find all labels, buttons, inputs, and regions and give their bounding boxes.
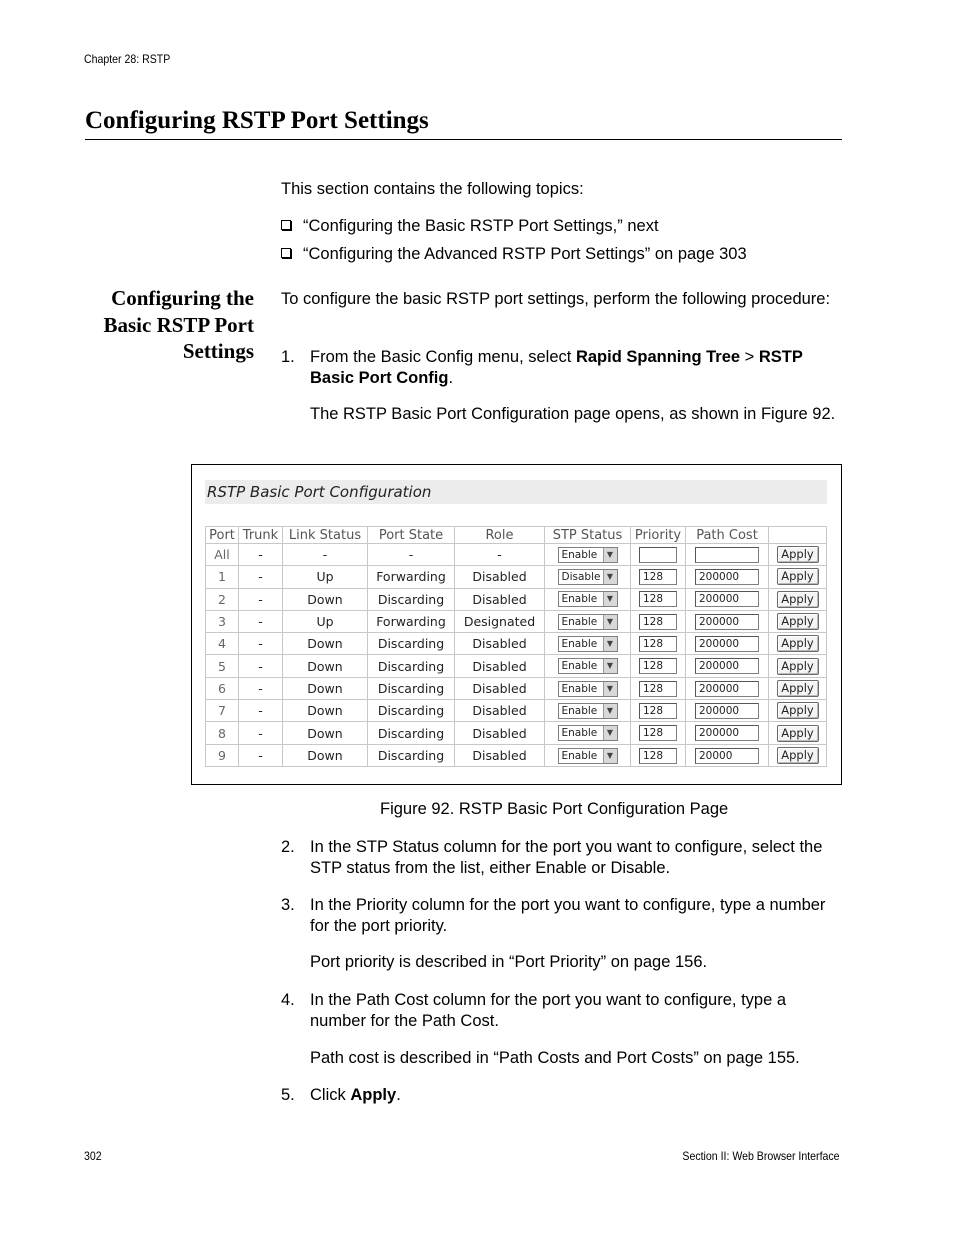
table-row [206, 655, 827, 677]
priority-input[interactable]: 128 [639, 636, 677, 652]
step-number: 3. [281, 896, 295, 914]
role-cell: Disabled [455, 677, 545, 699]
priority-cell [631, 633, 686, 655]
apply-button[interactable]: Apply [777, 613, 819, 630]
link-status-cell: Down [283, 655, 368, 677]
port-state-cell: - [368, 544, 455, 566]
apply-cell [769, 744, 827, 766]
table-row [206, 544, 827, 566]
link-status-cell: Down [283, 588, 368, 610]
role-cell: - [455, 544, 545, 566]
priority-input[interactable]: 128 [639, 658, 677, 674]
checkbox-bullet-icon [281, 248, 291, 258]
priority-input[interactable]: 128 [639, 569, 677, 585]
link-status-cell: Up [283, 566, 368, 588]
port-state-cell: Forwarding [368, 566, 455, 588]
stp-status-value: Enable [561, 749, 598, 762]
path-cost-cell [686, 566, 769, 588]
column-header: Role [455, 527, 545, 544]
rstp-port-table [205, 526, 827, 767]
step-3 [281, 895, 841, 936]
apply-button[interactable]: Apply [777, 591, 819, 608]
apply-button[interactable]: Apply [777, 702, 819, 719]
stp-status-value: Enable [561, 593, 598, 606]
priority-cell [631, 588, 686, 610]
step-4 [281, 990, 841, 1031]
priority-cell [631, 566, 686, 588]
chevron-down-icon[interactable]: ▼ [603, 592, 617, 606]
path-cost-cell [686, 633, 769, 655]
section-heading [60, 285, 254, 365]
path-cost-input[interactable]: 200000 [695, 591, 759, 607]
step-text: In the Priority column for the port you want to configure, type a number for the port priority. [310, 896, 826, 935]
trunk-cell: - [239, 633, 283, 655]
stp-status-cell [545, 633, 631, 655]
priority-cell [631, 610, 686, 632]
apply-button[interactable]: Apply [777, 546, 819, 563]
topic-link[interactable]: “Configuring the Advanced RSTP Port Settings” on page 303 [303, 245, 747, 263]
apply-cell [769, 700, 827, 722]
priority-input[interactable]: 128 [639, 591, 677, 607]
port-cell: 7 [206, 700, 239, 722]
port-cell: 6 [206, 677, 239, 699]
stp-status-cell [545, 588, 631, 610]
apply-cell [769, 544, 827, 566]
figure-heading-bar [205, 480, 827, 504]
menu-path-bold: Rapid Spanning Tree [575, 348, 741, 366]
topic-item [281, 216, 659, 237]
apply-button[interactable]: Apply [777, 635, 819, 652]
trunk-cell: - [239, 588, 283, 610]
port-state-cell: Discarding [368, 722, 455, 744]
table-row [206, 588, 827, 610]
column-header: Path Cost [686, 527, 769, 544]
path-cost-cell [686, 544, 769, 566]
path-cost-cell [686, 655, 769, 677]
stp-status-cell [545, 722, 631, 744]
topic-item [281, 244, 747, 265]
trunk-cell: - [239, 610, 283, 632]
stp-status-select[interactable] [558, 681, 618, 697]
stp-status-value: Enable [561, 660, 598, 673]
priority-input[interactable]: 128 [639, 681, 677, 697]
port-cell: 5 [206, 655, 239, 677]
trunk-cell: - [239, 700, 283, 722]
link-status-cell: Down [283, 744, 368, 766]
port-cell: 1 [206, 566, 239, 588]
step-number: 4. [281, 991, 295, 1009]
step-text: In the STP Status column for the port you want to configure, select the STP status from the list, either Enable or Disable. [310, 838, 823, 877]
priority-cell [631, 655, 686, 677]
port-state-cell: Discarding [368, 700, 455, 722]
column-header: Priority [631, 527, 686, 544]
stp-status-value: Disable [561, 571, 601, 584]
column-header: Port State [368, 527, 455, 544]
title-rule [85, 139, 842, 140]
table-row [206, 700, 827, 722]
apply-button[interactable]: Apply [777, 568, 819, 585]
column-header: Trunk [239, 527, 283, 544]
port-cell: 8 [206, 722, 239, 744]
stp-status-cell [545, 610, 631, 632]
apply-cell [769, 588, 827, 610]
port-state-cell: Forwarding [368, 610, 455, 632]
role-cell: Designated [455, 610, 545, 632]
priority-input[interactable] [639, 547, 677, 563]
stp-status-cell [545, 544, 631, 566]
priority-cell [631, 744, 686, 766]
column-header: Port [206, 527, 239, 544]
priority-input[interactable]: 128 [639, 725, 677, 741]
chevron-down-icon[interactable]: ▼ [603, 637, 617, 651]
link-status-cell: Down [283, 633, 368, 655]
step-number: 1. [281, 348, 295, 366]
link-status-cell: Down [283, 700, 368, 722]
path-cost-cell [686, 610, 769, 632]
stp-status-cell [545, 566, 631, 588]
port-state-cell: Discarding [368, 655, 455, 677]
figure-heading: RSTP Basic Port Configuration [207, 483, 432, 501]
port-state-cell: Discarding [368, 633, 455, 655]
apply-button[interactable]: Apply [777, 747, 819, 764]
step-text: From the Basic Config menu, select Rapid Spanning Tree > RSTP Basic Port Config. [310, 348, 803, 387]
role-cell: Disabled [455, 722, 545, 744]
priority-cell [631, 722, 686, 744]
table-row [206, 566, 827, 588]
chevron-down-icon[interactable]: ▼ [603, 548, 617, 562]
step-5 [281, 1085, 841, 1106]
trunk-cell: - [239, 566, 283, 588]
chevron-down-icon[interactable]: ▼ [603, 659, 617, 673]
step-number: 5. [281, 1086, 295, 1104]
priority-input[interactable]: 128 [639, 614, 677, 630]
path-cost-cell [686, 588, 769, 610]
table-row [206, 722, 827, 744]
trunk-cell: - [239, 722, 283, 744]
path-cost-input[interactable]: 200000 [695, 614, 759, 630]
trunk-cell: - [239, 655, 283, 677]
table-header-row [206, 527, 827, 544]
intro-text: This section contains the following topics: [281, 180, 584, 198]
stp-status-cell [545, 655, 631, 677]
link-status-cell: - [283, 544, 368, 566]
chevron-down-icon[interactable]: ▼ [603, 570, 617, 584]
stp-status-select[interactable] [558, 614, 618, 630]
priority-input[interactable]: 128 [639, 703, 677, 719]
step-text: In the Path Cost column for the port you want to configure, type a number for the Path Cost. [310, 991, 787, 1030]
page-title: Configuring RSTP Port Settings [85, 107, 429, 134]
port-cell: 2 [206, 588, 239, 610]
path-cost-input[interactable] [695, 547, 759, 563]
priority-cell [631, 677, 686, 699]
chevron-down-icon[interactable]: ▼ [603, 682, 617, 696]
path-cost-input[interactable]: 200000 [695, 681, 759, 697]
port-state-cell: Discarding [368, 588, 455, 610]
chevron-down-icon[interactable]: ▼ [603, 726, 617, 740]
port-cell: 9 [206, 744, 239, 766]
step-2 [281, 837, 841, 878]
path-cost-input[interactable]: 20000 [695, 748, 759, 764]
footer-section: Section II: Web Browser Interface [682, 1149, 840, 1163]
table-row [206, 677, 827, 699]
step-number: 2. [281, 838, 295, 856]
path-cost-cell [686, 744, 769, 766]
link-status-cell: Down [283, 722, 368, 744]
path-cost-cell [686, 722, 769, 744]
apply-cell [769, 633, 827, 655]
step-text: Click Apply. [310, 1086, 401, 1104]
link-status-cell: Down [283, 677, 368, 699]
figure-screenshot [191, 464, 842, 785]
stp-status-select[interactable] [558, 703, 618, 719]
role-cell: Disabled [455, 744, 545, 766]
stp-status-value: Enable [561, 548, 598, 561]
section-heading-line: Basic RSTP Port [103, 312, 254, 337]
figure-caption: Figure 92. RSTP Basic Port Configuration Page [380, 800, 729, 818]
role-cell: Disabled [455, 655, 545, 677]
role-cell: Disabled [455, 588, 545, 610]
trunk-cell: - [239, 677, 283, 699]
port-cell: All [206, 544, 239, 566]
chevron-down-icon[interactable]: ▼ [603, 749, 617, 763]
stp-status-value: Enable [561, 727, 598, 740]
priority-cell [631, 700, 686, 722]
apply-cell [769, 566, 827, 588]
apply-cell [769, 655, 827, 677]
stp-status-cell [545, 700, 631, 722]
port-cell: 3 [206, 610, 239, 632]
path-cost-cell [686, 700, 769, 722]
apply-cell [769, 677, 827, 699]
port-state-cell: Discarding [368, 677, 455, 699]
step-3-note: Port priority is described in “Port Priority” on page 156. [310, 953, 708, 971]
stp-status-select[interactable] [558, 658, 618, 674]
port-cell: 4 [206, 633, 239, 655]
stp-status-select[interactable] [558, 636, 618, 652]
procedure-intro: To configure the basic RSTP port settings, perform the following procedure: [281, 290, 831, 308]
step-1 [281, 347, 841, 388]
table-row [206, 633, 827, 655]
role-cell: Disabled [455, 700, 545, 722]
apply-button[interactable]: Apply [777, 658, 819, 675]
link-status-cell: Up [283, 610, 368, 632]
stp-status-select[interactable] [558, 547, 618, 563]
section-heading-line: Settings [182, 339, 254, 363]
stp-status-cell [545, 677, 631, 699]
apply-button[interactable]: Apply [777, 680, 819, 697]
apply-cell [769, 722, 827, 744]
priority-cell [631, 544, 686, 566]
step-1-note: The RSTP Basic Port Configuration page opens, as shown in Figure 92. [310, 405, 836, 423]
column-header [769, 527, 827, 544]
priority-input[interactable]: 128 [639, 748, 677, 764]
stp-status-select[interactable] [558, 591, 618, 607]
apply-bold: Apply [350, 1086, 397, 1104]
table-row [206, 610, 827, 632]
stp-status-value: Enable [561, 704, 598, 717]
checkbox-bullet-icon [281, 220, 291, 230]
trunk-cell: - [239, 744, 283, 766]
path-cost-input[interactable]: 200000 [695, 569, 759, 585]
page-number: 302 [84, 1149, 102, 1163]
role-cell: Disabled [455, 566, 545, 588]
chevron-down-icon[interactable]: ▼ [603, 704, 617, 718]
path-cost-input[interactable]: 200000 [695, 636, 759, 652]
stp-status-select[interactable] [558, 725, 618, 741]
port-state-cell: Discarding [368, 744, 455, 766]
apply-cell [769, 610, 827, 632]
stp-status-select[interactable] [558, 748, 618, 764]
table-row [206, 744, 827, 766]
section-heading-line: Configuring the [111, 286, 254, 310]
apply-button[interactable]: Apply [777, 725, 819, 742]
stp-status-value: Enable [561, 682, 598, 695]
path-cost-input[interactable]: 200000 [695, 725, 759, 741]
path-cost-input[interactable]: 200000 [695, 658, 759, 674]
path-cost-cell [686, 677, 769, 699]
stp-status-value: Enable [561, 638, 598, 651]
path-cost-input[interactable]: 200000 [695, 703, 759, 719]
trunk-cell: - [239, 544, 283, 566]
running-head: Chapter 28: RSTP [84, 52, 171, 66]
column-header: STP Status [545, 527, 631, 544]
stp-status-value: Enable [561, 615, 598, 628]
topic-link[interactable]: “Configuring the Basic RSTP Port Settings,” next [303, 217, 659, 235]
stp-status-select[interactable] [558, 569, 618, 585]
chevron-down-icon[interactable]: ▼ [603, 615, 617, 629]
column-header: Link Status [283, 527, 368, 544]
menu-path-bold: RSTP Basic Port Config [310, 348, 803, 387]
stp-status-cell [545, 744, 631, 766]
role-cell: Disabled [455, 633, 545, 655]
step-4-note: Path cost is described in “Path Costs and Port Costs” on page 155. [310, 1049, 800, 1067]
